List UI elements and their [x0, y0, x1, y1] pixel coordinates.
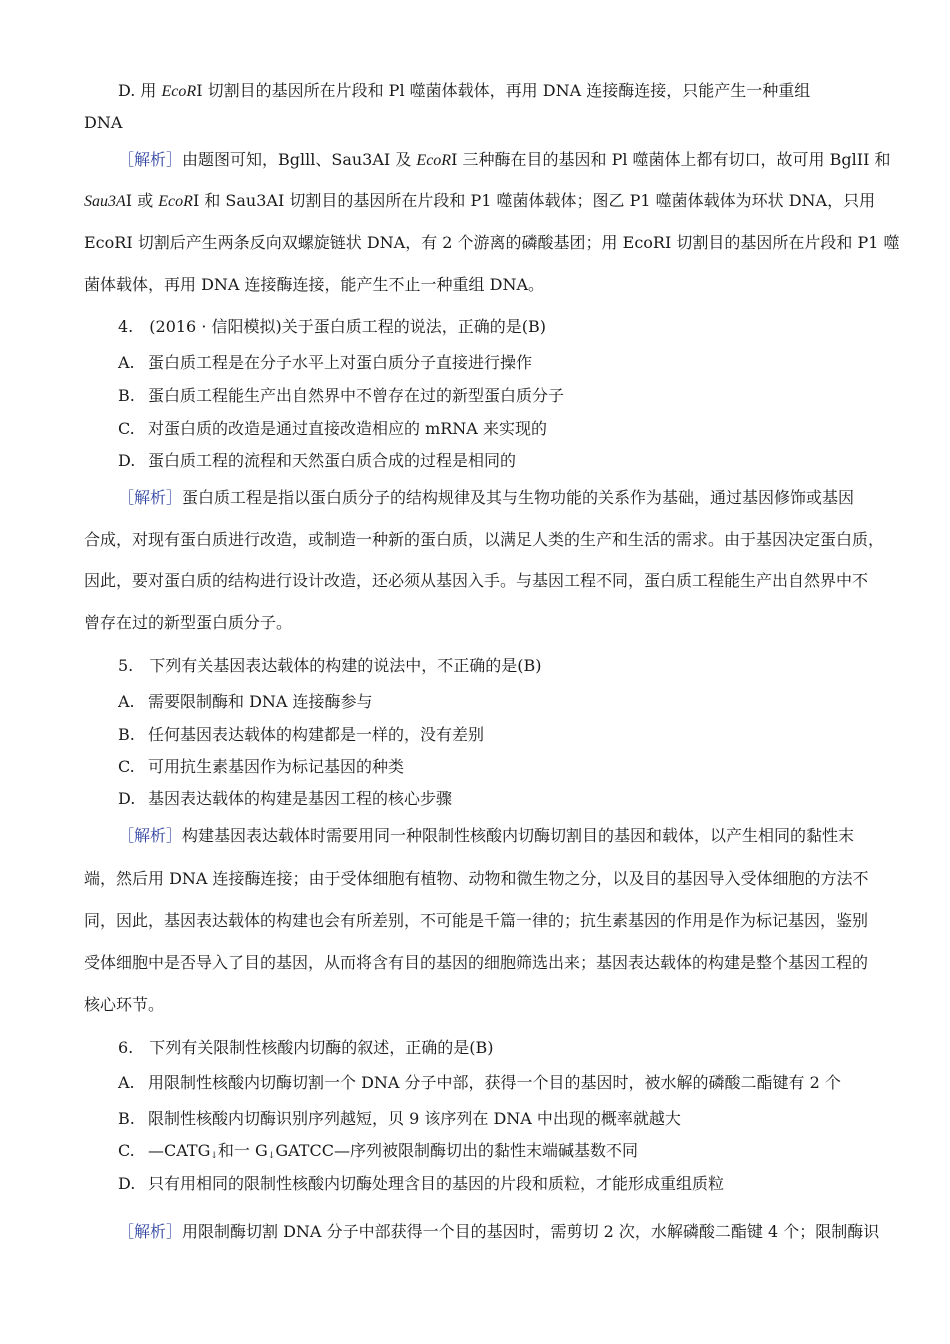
question-6-option-b: B. 限制性核酸内切酶识别序列越短，贝 9 该序列在 DNA 中出现的概率就越大	[118, 1109, 681, 1128]
analysis-q3-line2: Sau3AI 或 EcoRI 和 Sau3AI 切割目的基因所在片段和 P1 噬菌体载体；图乙 P1 噬菌体载体为环状 DNA，只用	[84, 191, 876, 210]
cut-site-marker: ↓	[210, 1151, 218, 1161]
question-6-option-a: A. 用限制性核酸内切酶切割一个 DNA 分子中部，获得一个目的基因时，被水解的磷酸二酯键有 2 个	[118, 1073, 841, 1092]
question-6-option-d: D. 只有用相同的限制性核酸内切酶处理含目的基因的片段和质粒，才能形成重组质粒	[118, 1174, 725, 1193]
question-5-analysis-line4: 受体细胞中是否导入了目的基因，从而将含有目的基因的细胞筛选出来；基因表达载体的构建是整个基因工程的	[84, 953, 869, 972]
question-4-analysis-line1: ［解析］蛋白质工程是指以蛋白质分子的结构规律及其与生物功能的关系作为基础，通过基因修饰或基因	[118, 488, 855, 507]
question-5-option-d: D. 基因表达载体的构建是基因工程的核心步骤	[118, 789, 453, 808]
analysis-tag: ［解析］	[118, 826, 183, 845]
question-5-stem: 5. 下列有关基因表达载体的构建的说法中，不正确的是(B)	[118, 656, 542, 675]
analysis-q3-line1: ［解析］由题图可知，Bglll、Sau3AI 及 EcoRI 三种酶在目的基因和 Pl 噬菌体上都有切口，故可用 BglII 和	[118, 150, 891, 169]
question-4-analysis-line4: 曾存在过的新型蛋白质分子。	[84, 613, 293, 632]
question-5-option-c: C. 可用抗生素基因作为标记基因的种类	[118, 757, 405, 776]
question-5-option-a: A. 需要限制酶和 DNA 连接酶参与	[118, 692, 373, 711]
analysis-q3-line4: 菌体载体，再用 DNA 连接酶连接，能产生不止一种重组 DNA。	[84, 275, 545, 294]
question-5-analysis-line2: 端，然后用 DNA 连接酶连接；由于受体细胞有植物、动物和微生物之分，以及目的基因导入受体细胞的方法不	[84, 869, 869, 888]
question-6-option-c: C. —CATG↓和一 G↓GATCC—序列被限制酶切出的黏性末端碱基数不同	[118, 1141, 638, 1161]
question-4-option-a: A. 蛋白质工程是在分子水平上对蛋白质分子直接进行操作	[118, 353, 533, 372]
analysis-tag: ［解析］	[118, 488, 183, 507]
question-5-option-b: B. 任何基因表达载体的构建都是一样的，没有差别	[118, 725, 485, 744]
question-5-analysis-line1: ［解析］构建基因表达载体时需要用同一种限制性核酸内切酶切割目的基因和载体，以产生相同的黏性末	[118, 826, 855, 845]
question-5-analysis-line3: 同，因此，基因表达载体的构建也会有所差别，不可能是千篇一律的；抗生素基因的作用是作为标记基因，鉴别	[84, 911, 869, 930]
question-4-analysis-line2: 合成，对现有蛋白质进行改造，或制造一种新的蛋白质，以满足人类的生产和生活的需求。由于基因决定蛋白质，	[84, 530, 885, 549]
question-6-stem: 6. 下列有关限制性核酸内切酶的叙述，正确的是(B)	[118, 1038, 494, 1057]
question-4-option-d: D. 蛋白质工程的流程和天然蛋白质合成的过程是相同的	[118, 451, 517, 470]
question-4-option-b: B. 蛋白质工程能生产出自然界中不曾存在过的新型蛋白质分子	[118, 386, 565, 405]
option-d-prev-line2: DNA	[84, 113, 123, 132]
analysis-q3-line3: EcoRI 切割后产生两条反向双螺旋链状 DNA，有 2 个游离的磷酸基团；用 EcoRI 切割目的基因所在片段和 P1 噬	[84, 233, 900, 252]
question-4-stem: 4. (2016 · 信阳模拟)关于蛋白质工程的说法，正确的是(B)	[118, 317, 546, 336]
question-5-analysis-line5: 核心环节。	[84, 995, 165, 1014]
option-d-prev-line1: D. 用 EcoRI 切割目的基因所在片段和 Pl 噬菌体载体，再用 DNA 连接酶连接，只能产生一种重组	[118, 81, 811, 100]
question-6-analysis-line1: ［解析］用限制酶切割 DNA 分子中部获得一个目的基因时，需剪切 2 次，水解磷酸二酯键 4 个；限制酶识	[118, 1222, 880, 1241]
question-4-analysis-line3: 因此，要对蛋白质的结构进行设计改造，还必须从基因入手。与基因工程不同，蛋白质工程能生产出自然界中不	[84, 571, 869, 590]
question-4-option-c: C. 对蛋白质的改造是通过直接改造相应的 mRNA 来实现的	[118, 419, 547, 438]
analysis-tag: ［解析］	[118, 1222, 183, 1241]
analysis-tag: ［解析］	[118, 150, 183, 169]
cut-site-marker: ↓	[267, 1151, 276, 1161]
